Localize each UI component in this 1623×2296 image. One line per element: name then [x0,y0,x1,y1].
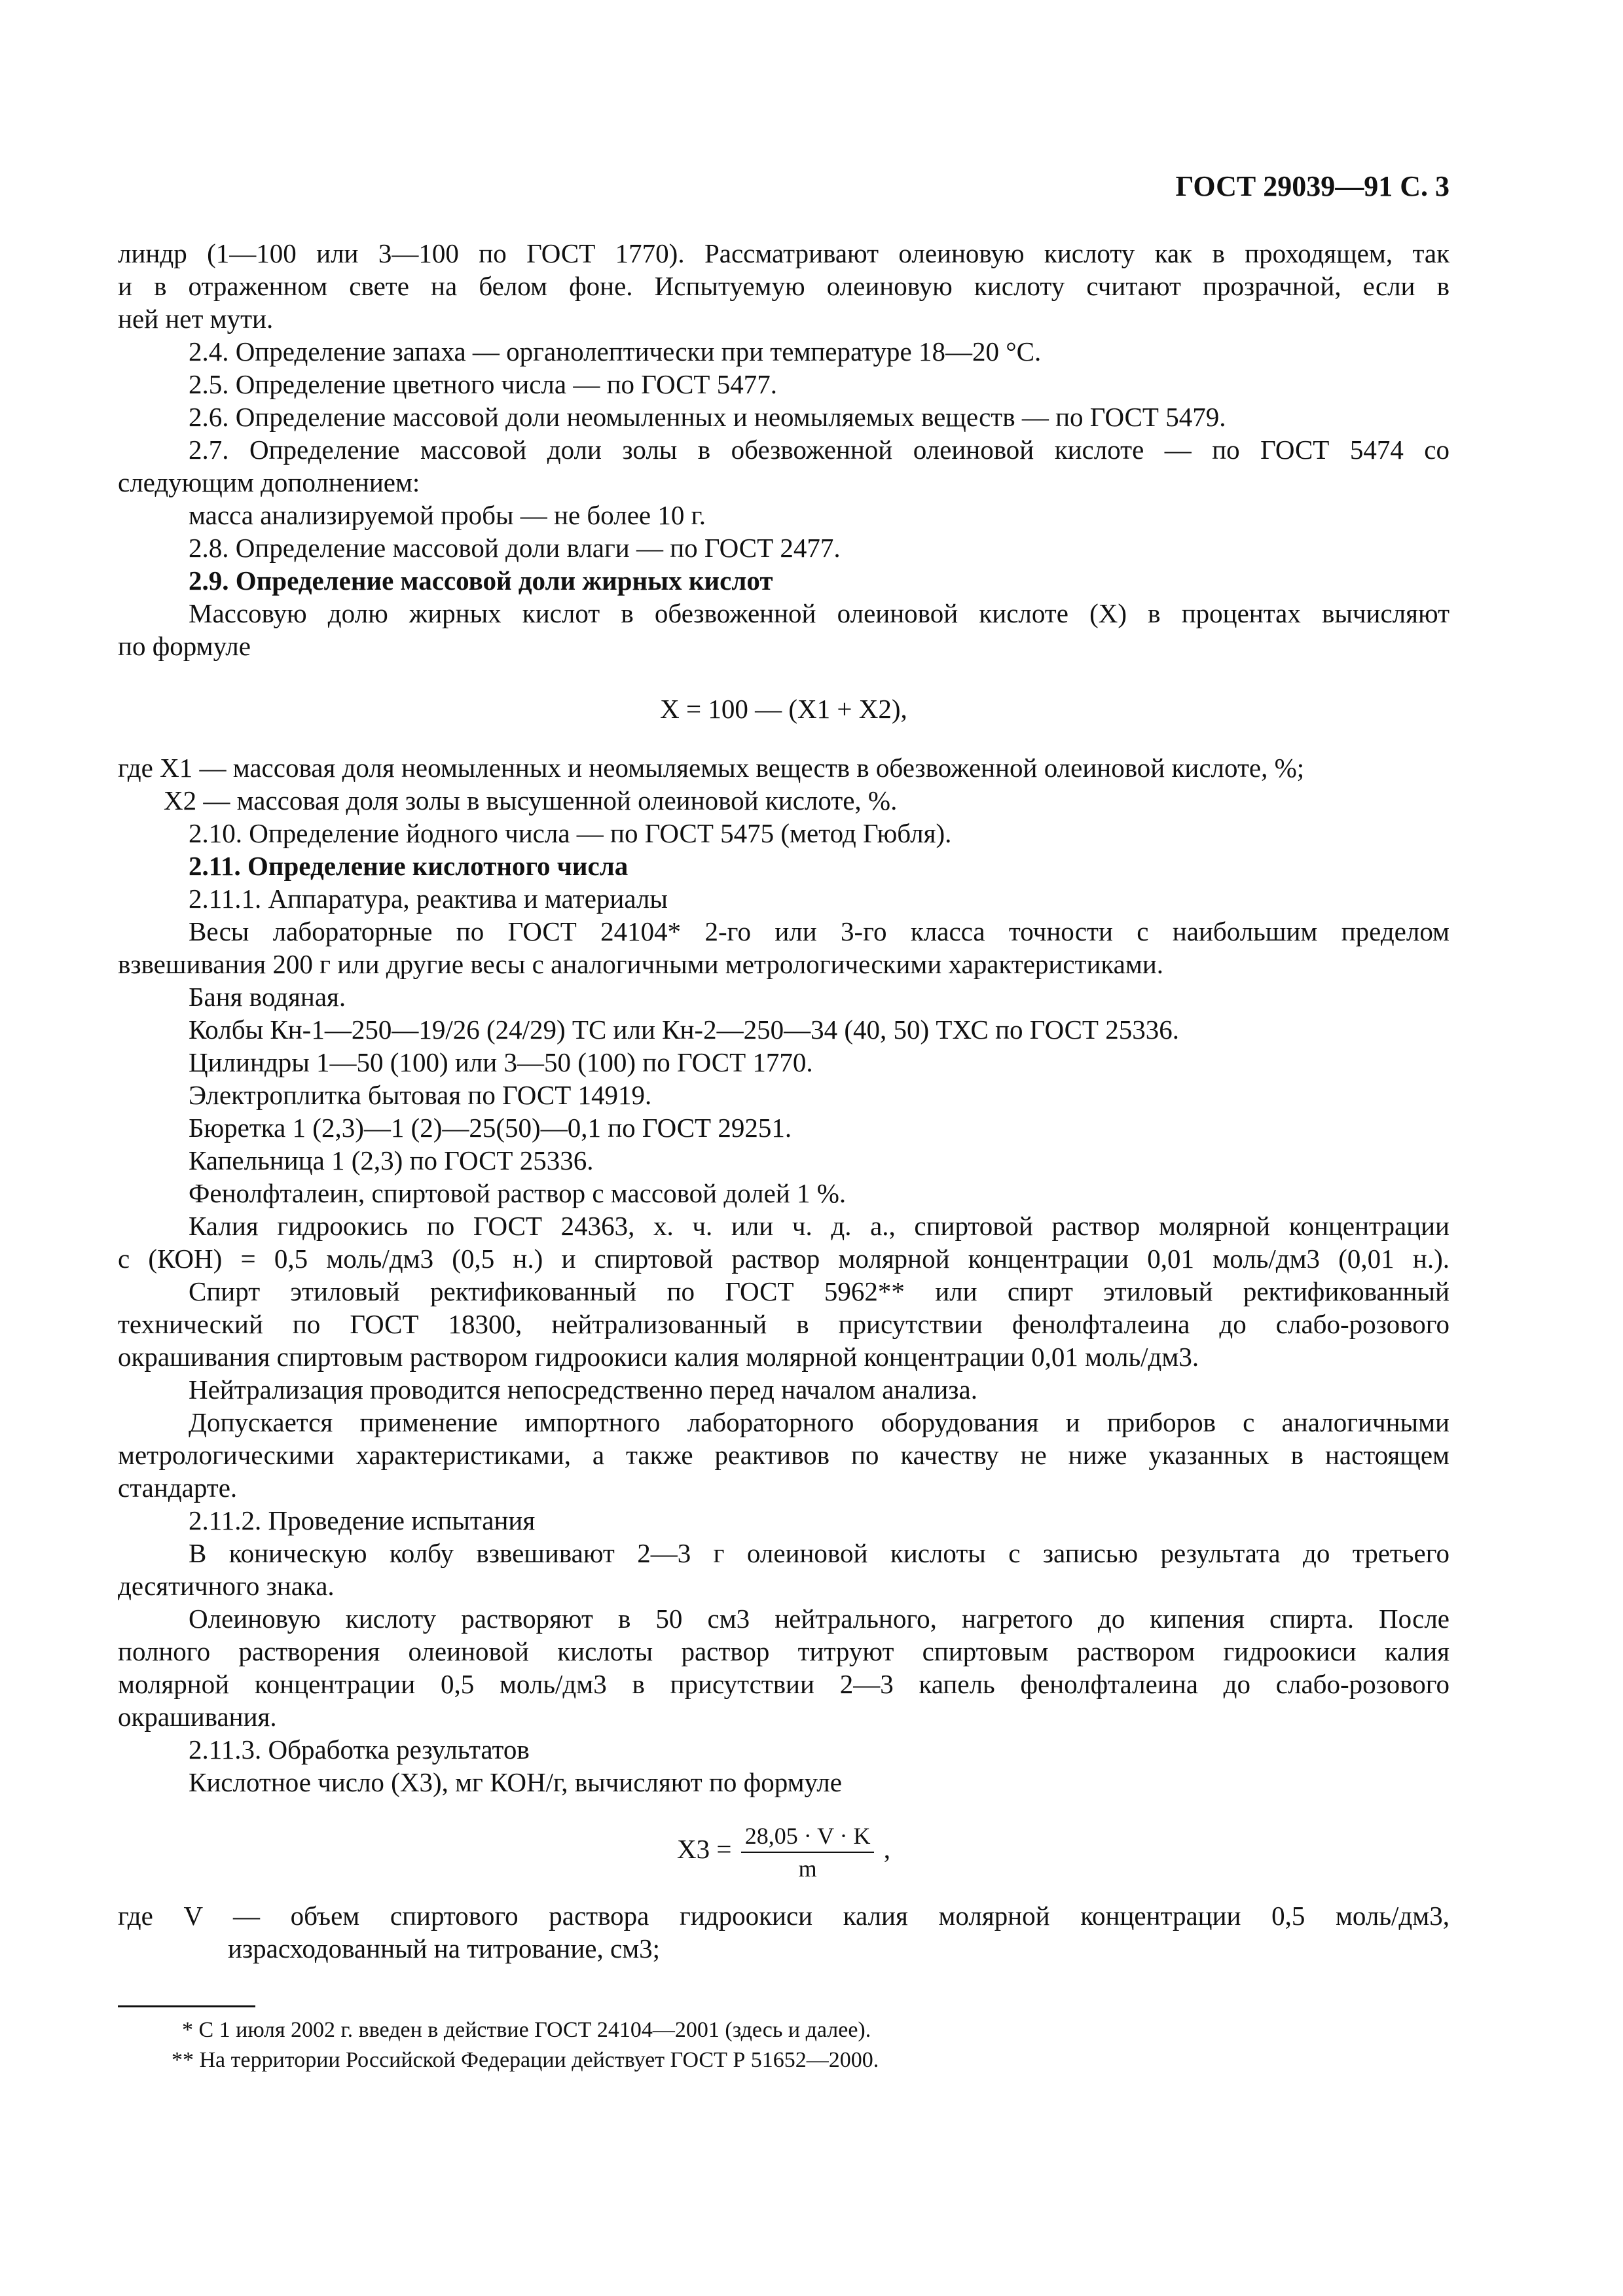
formula-fatty-acids: X = 100 — (X1 + X2), [660,694,907,724]
text-line: линдр (1—100 или 3—100 по ГОСТ 1770). Рассматривают олеиновую кислоту как в проходящем, так [118,238,1450,268]
text-line: Капельница 1 (2,3) по ГОСТ 25336. [189,1145,594,1175]
formula-denominator: m [798,1855,817,1882]
text-line: Фенолфталеин, спиртовой раствор с массовой долей 1 %. [189,1178,847,1208]
text-line: Допускается применение импортного лабораторного оборудования и приборов с аналогичными [189,1407,1450,1437]
page-header: ГОСТ 29039—91 С. 3 [1175,170,1450,202]
text-line: Спирт этиловый ректификованный по ГОСТ 5962** или спирт этиловый ректификованный [189,1276,1450,1306]
text-line: Бюретка 1 (2,3)—1 (2)—25(50)—0,1 по ГОСТ 29251. [189,1113,792,1143]
text-line: окрашивания спиртовым раствором гидроокиси калия молярной концентрации 0,01 моль/дм3. [118,1342,1199,1372]
text-line: ней нет мути. [118,304,274,334]
clause-2-7: 2.7. Определение массовой доли золы в обезвоженной олеиновой кислоте — по ГОСТ 5474 со [189,435,1450,465]
text-line: Баня водяная. [189,982,346,1012]
text-line: c (КОН) = 0,5 моль/дм3 (0,5 н.) и спиртовой раствор молярной концентрации 0,01 моль/дм3 (0,01 н.). [118,1244,1450,1274]
text-line: В коническую колбу взвешивают 2—3 г олеиновой кислоты с записью результата до третьего [189,1538,1450,1568]
text-line: Колбы Кн-1—250—19/26 (24/29) ТС или Кн-2—250—34 (40, 50) ТХС по ГОСТ 25336. [189,1014,1179,1045]
clause-2-11-1: 2.11.1. Аппаратура, реактива и материалы [189,884,668,914]
text-line: Олеиновую кислоту растворяют в 50 см3 нейтрального, нагретого до кипения спирта. После [189,1604,1450,1634]
text-line: взвешивания 200 г или другие весы с аналогичными метрологическими характеристиками. [118,949,1164,979]
text-line: десятичного знака. [118,1571,335,1601]
text-line: Массовую долю жирных кислот в обезвоженной олеиновой кислоте (X) в процентах вычисляют [189,598,1450,628]
clause-2-11-heading: 2.11. Определение кислотного числа [189,851,629,881]
clause-2-9-heading: 2.9. Определение массовой доли жирных кислот [189,565,773,596]
formula-acid-number [118,1813,1450,1885]
clause-2-6: 2.6. Определение массовой доли неомыленных и неомыляемых веществ — по ГОСТ 5479. [189,402,1226,432]
text-line: Калия гидроокись по ГОСТ 24363, х. ч. или ч. д. а., спиртовой раствор молярной концентрации [189,1211,1450,1241]
footnote-divider [118,2005,255,2007]
text-line: по формуле [118,631,251,661]
text-line: масса анализируемой пробы — не более 10 г. [189,500,706,530]
text-line: Электроплитка бытовая по ГОСТ 14919. [189,1080,652,1110]
clause-2-5: 2.5. Определение цветного числа — по ГОСТ 5477. [189,369,777,399]
text-line: полного растворения олеиновой кислоты раствор титруют спиртовым раствором гидроокиси калия [118,1636,1450,1666]
clause-2-10: 2.10. Определение йодного числа — по ГОСТ 5475 (метод Гюбля). [189,818,952,848]
text-line: окрашивания. [118,1702,277,1732]
text-line: метрологическими характеристиками, а также реактивов по качеству не ниже указанных в настоящем [118,1440,1450,1470]
text-line: стандарте. [118,1473,238,1503]
clause-2-8: 2.8. Определение массовой доли влаги — по ГОСТ 2477. [189,533,841,563]
formula-numerator: 28,05 · V · K [741,1821,875,1853]
text-line: и в отраженном свете на белом фоне. Испытуемую олеиновую кислоту считают прозрачной, если в [118,271,1450,301]
where-v: где V — объем спиртового раствора гидроокиси калия молярной концентрации 0,5 моль/дм3, [118,1901,1450,1931]
clause-2-11-2: 2.11.2. Проведение испытания [189,1505,536,1535]
text-line: израсходованный на титрование, см3; [228,1933,661,1964]
formula-fraction [741,1821,875,1883]
text-line: технический по ГОСТ 18300, нейтрализованный в присутствии фенолфталеина до слабо-розового [118,1309,1450,1339]
clause-2-11-3: 2.11.3. Обработка результатов [189,1734,530,1765]
text-line: Нейтрализация проводится непосредственно перед началом анализа. [189,1374,977,1405]
text-line: молярной концентрации 0,5 моль/дм3 в присутствии 2—3 капель фенолфталеина до слабо-розового [118,1669,1450,1699]
footnote-2: ** На территории Российской Федерации действует ГОСТ Р 51652—2000. [172,2048,879,2072]
where-x2: X2 — массовая доля золы в высушенной олеиновой кислоте, %. [164,785,898,816]
formula-lhs: X3 = [677,1834,732,1864]
clause-2-4: 2.4. Определение запаха — органолептически при температуре 18—20 °С. [189,336,1042,367]
where-x1: где X1 — массовая доля неомыленных и неомыляемых веществ в обезвоженной олеиновой кислоте, %; [118,753,1305,783]
text-line: Весы лабораторные по ГОСТ 24104* 2-го или 3-го класса точности с наибольшим пределом [189,916,1450,946]
text-line: Цилиндры 1—50 (100) или 3—50 (100) по ГОСТ 1770. [189,1047,813,1077]
formula-tail: , [883,1834,890,1864]
text-line: Кислотное число (X3), мг КОН/г, вычисляют по формуле [189,1767,842,1797]
text-line: следующим дополнением: [118,467,420,497]
footnote-1: * С 1 июля 2002 г. введен в действие ГОСТ 24104—2001 (здесь и далее). [182,2018,871,2042]
